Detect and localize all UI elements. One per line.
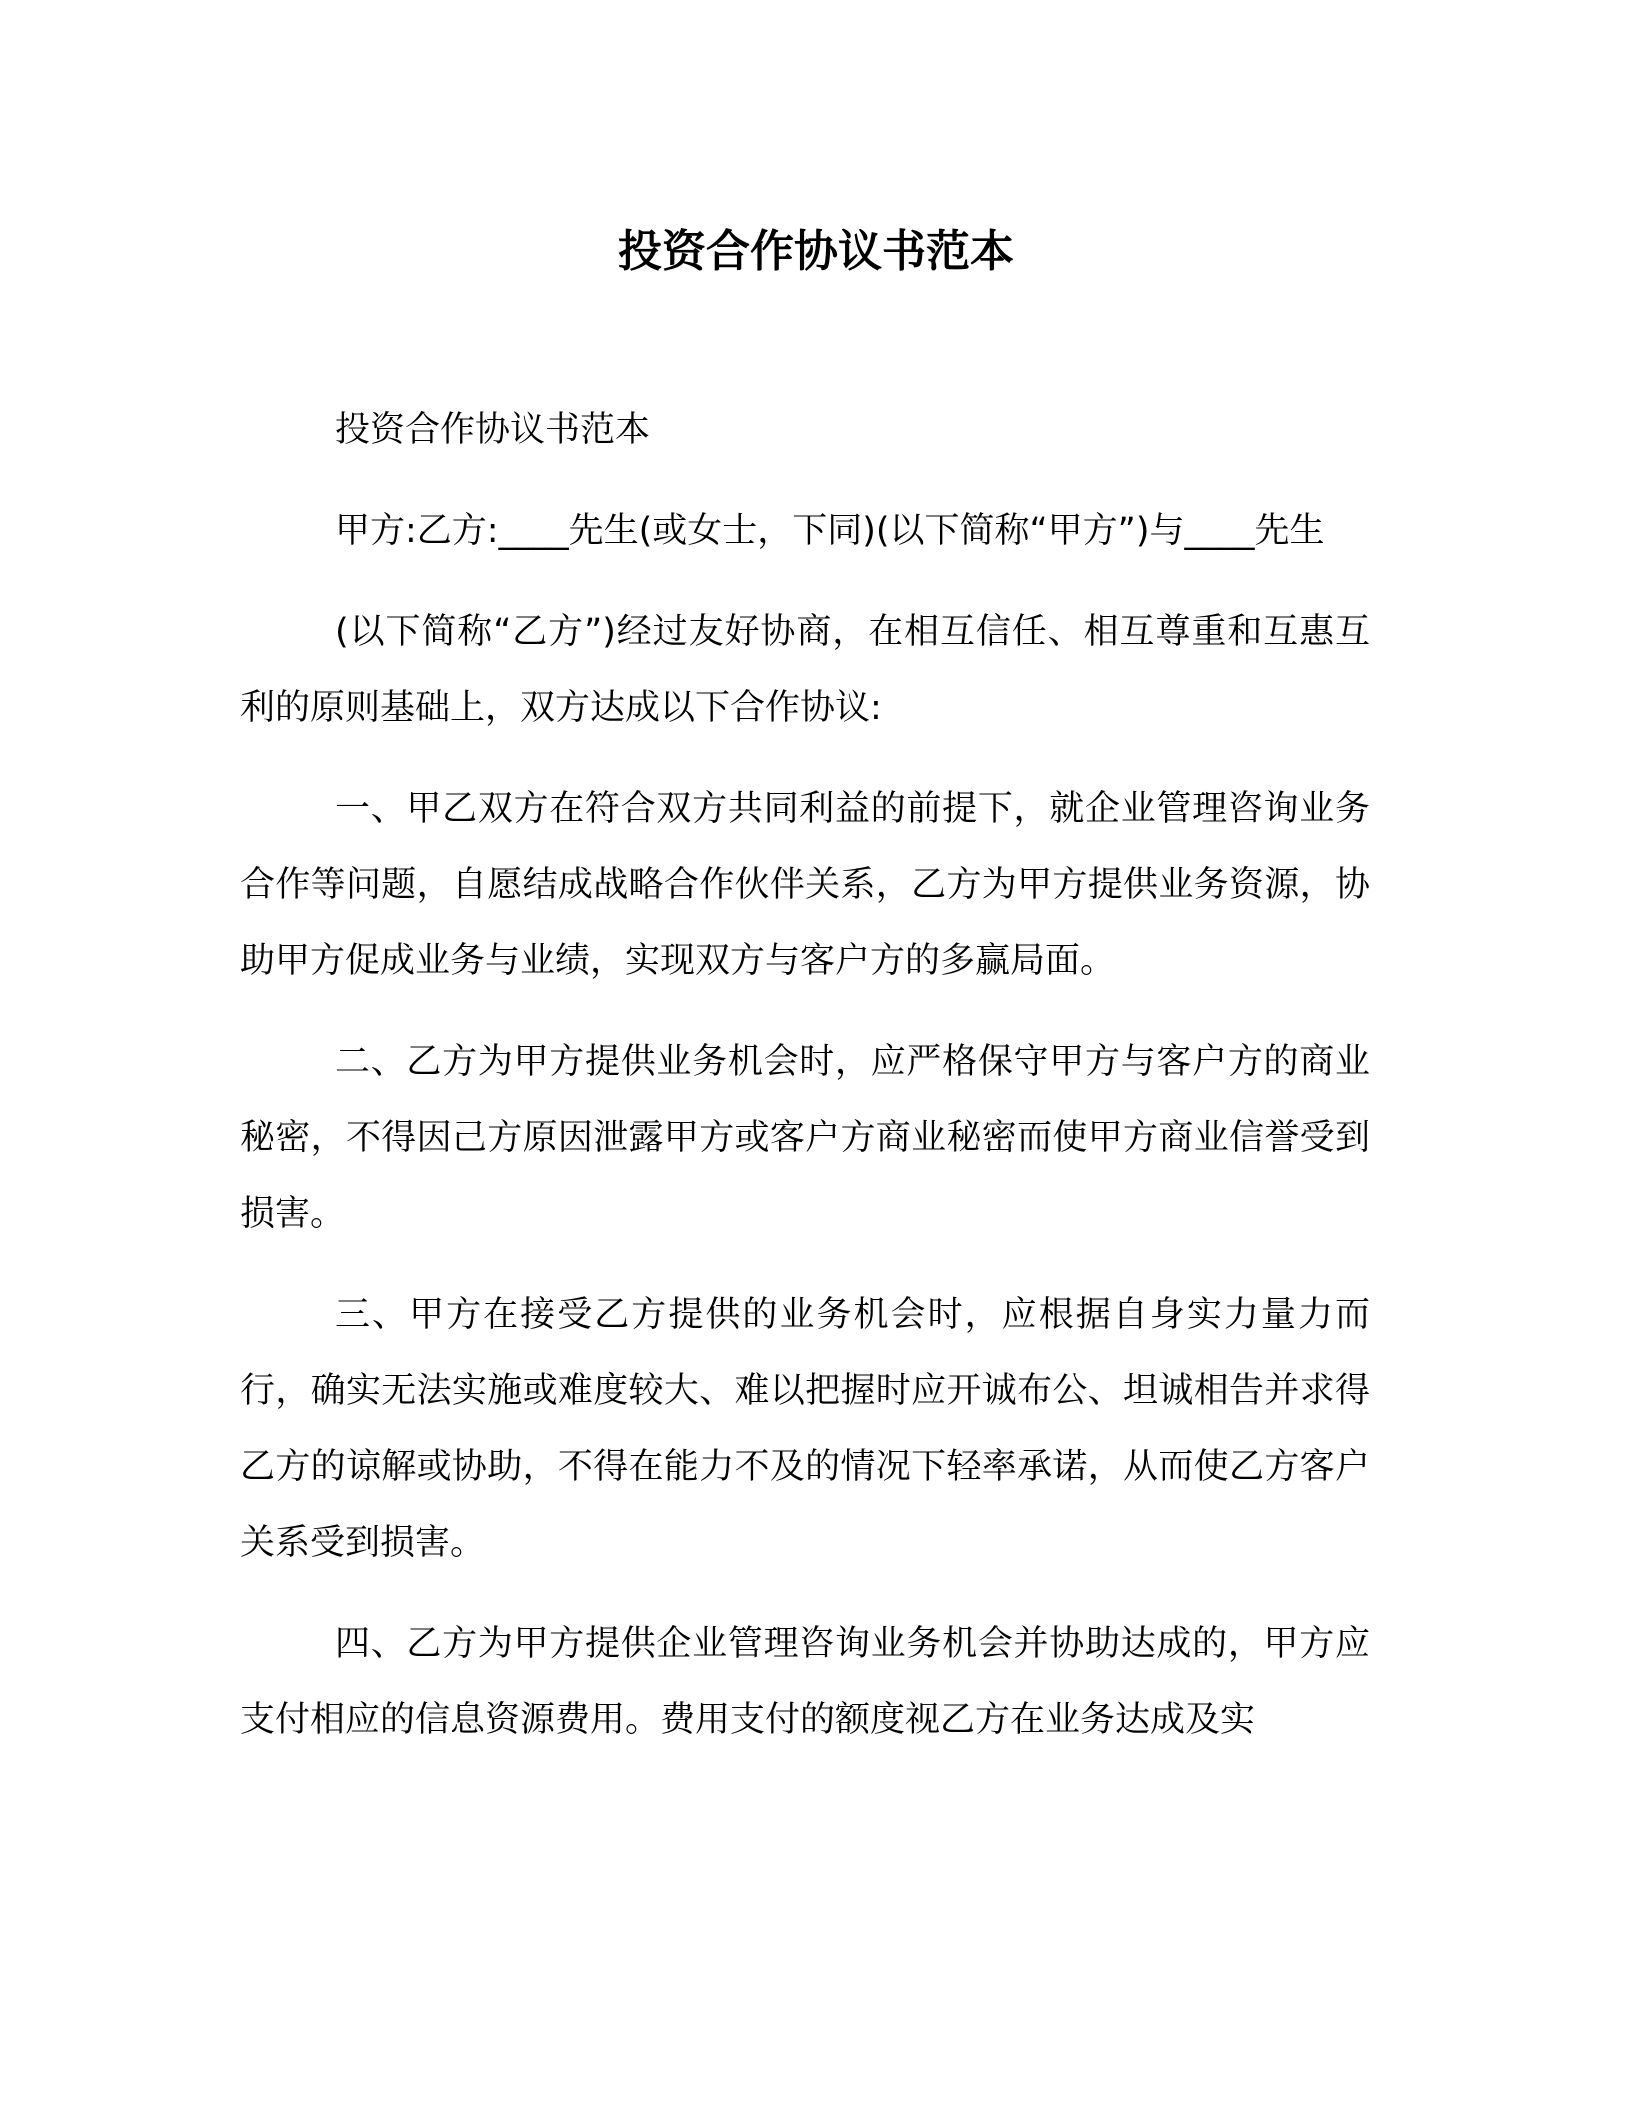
paragraph-preamble: (以下简称“乙方”)经过友好协商，在相互信任、相互尊重和互惠互利的原则基础上，双方达成以下合作协议: (240, 612, 1370, 728)
paragraph-parties: 甲方:乙方:____先生(或女士，下同)(以下简称“甲方”)与____先生 (335, 511, 1325, 551)
paragraph-clause-1: 一、甲乙双方在符合双方共同利益的前提下，就企业管理咨询业务合作等问题，自愿结成战略合作伙伴关系，乙方为甲方提供业务资源，协助甲方促成业务与业绩，实现双方与客户方的多赢局面。 (240, 789, 1370, 981)
paragraph-clause-4: 四、乙方为甲方提供企业管理咨询业务机会并协助达成的，甲方应支付相应的信息资源费用。费用支付的额度视乙方在业务达成及实 (240, 1624, 1370, 1740)
document-body (240, 392, 1370, 1783)
paragraph-subtitle: 投资合作协议书范本 (335, 410, 651, 450)
paragraph-clause-2: 二、乙方为甲方提供业务机会时，应严格保守甲方与客户方的商业秘密，不得因己方原因泄露甲方或客户方商业秘密而使甲方商业信誉受到损害。 (240, 1042, 1370, 1234)
paragraph-clause-3: 三、甲方在接受乙方提供的业务机会时，应根据自身实力量力而行，确实无法实施或难度较大、难以把握时应开诚布公、坦诚相告并求得乙方的谅解或协助，不得在能力不及的情况下轻率承诺，从而使乙方客户关系受到损害。 (240, 1295, 1370, 1563)
document-title: 投资合作协议书范本 (618, 226, 1014, 277)
